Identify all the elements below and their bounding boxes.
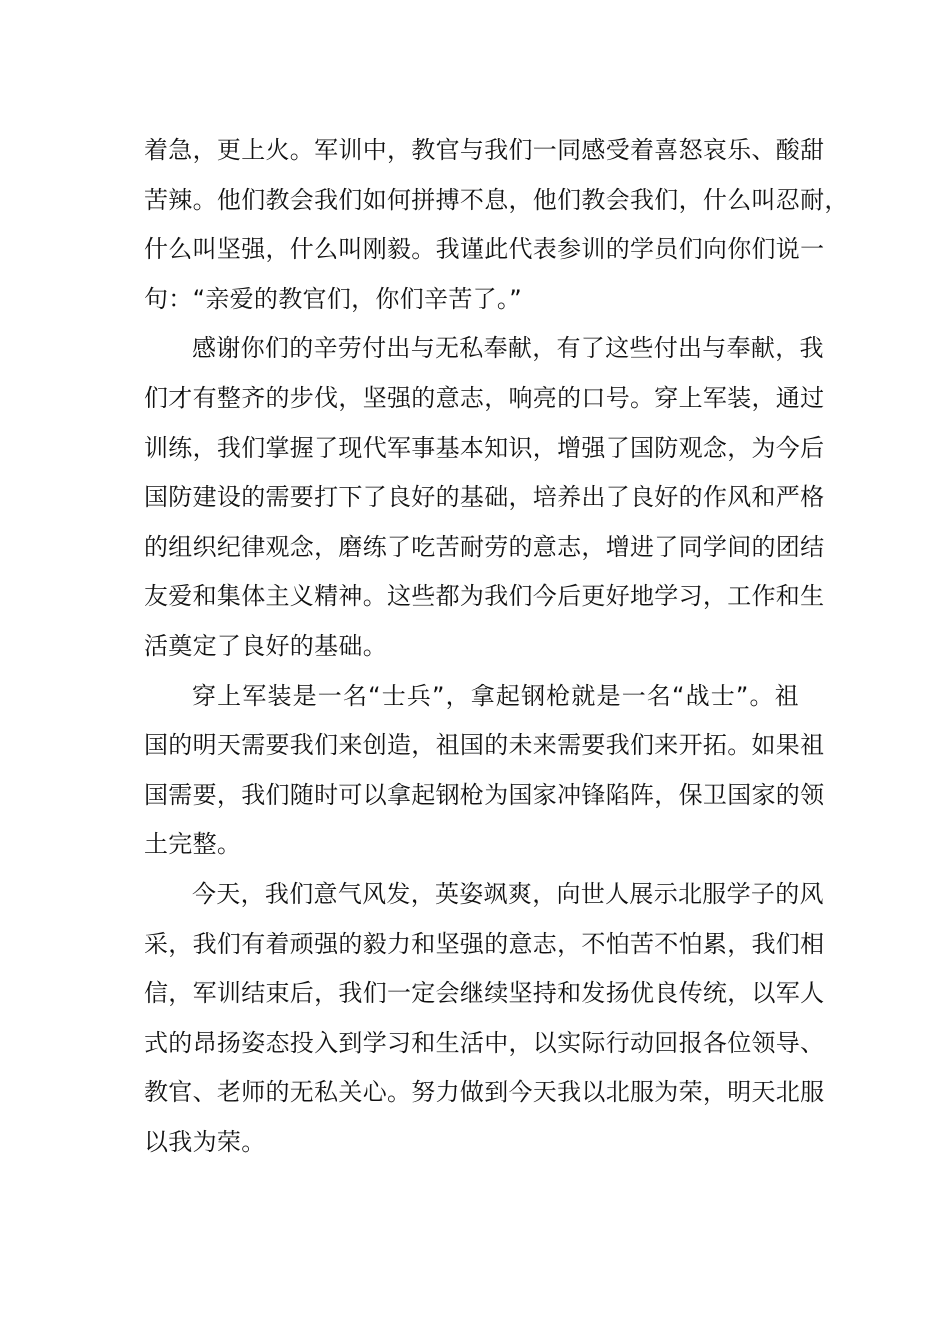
text-line: 们才有整齐的步伐，坚强的意志，响亮的口号。穿上军装，通过 [144,383,825,412]
body-text [144,126,849,1167]
text-line: 式的昂扬姿态投入到学习和生活中，以实际行动回报各位领导、 [144,1028,825,1057]
text-line: 国的明天需要我们来创造，祖国的未来需要我们来开拓。如果祖 [144,731,825,760]
text-line: 教官、老师的无私关心。努力做到今天我以北服为荣，明天北服 [144,1078,825,1107]
text-line: 土完整。 [144,830,242,859]
text-line: 的组织纪律观念，磨练了吃苦耐劳的意志，增进了同学间的团结 [144,532,825,561]
text-line: 以我为荣。 [144,1127,266,1156]
text-line: 训练，我们掌握了现代军事基本知识，增强了国防观念，为今后 [144,433,825,462]
text-line: 苦辣。他们教会我们如何拼搏不息，他们教会我们，什么叫忍耐， [144,185,849,214]
text-line: 采，我们有着顽强的毅力和坚强的意志，不怕苦不怕累，我们相 [144,929,825,958]
text-line: 国防建设的需要打下了良好的基础，培养出了良好的作风和严格 [144,483,825,512]
paragraph-start-line: 感谢你们的辛劳付出与无私奉献，有了这些付出与奉献，我 [192,334,824,363]
paragraph-start-line: 穿上军装是一名“士兵”，拿起钢枪就是一名“战士”。祖 [192,681,799,710]
text-line: 友爱和集体主义精神。这些都为我们今后更好地学习，工作和生 [144,582,825,611]
text-line: 国需要，我们随时可以拿起钢枪为国家冲锋陷阵，保卫国家的领 [144,780,825,809]
text-line: 着急，更上火。军训中，教官与我们一同感受着喜怒哀乐、酸甜 [144,136,825,164]
paragraph-start-line: 今天，我们意气风发，英姿飒爽，向世人展示北服学子的风 [192,879,824,908]
text-line: 什么叫坚强，什么叫刚毅。我谨此代表参训的学员们向你们说一 [144,235,825,264]
text-line: 句：“亲爱的教官们，你们辛苦了。” [144,284,522,313]
text-line: 活奠定了良好的基础。 [144,631,387,660]
text-line: 信，军训结束后，我们一定会继续坚持和发扬优良传统，以军人 [144,979,825,1008]
